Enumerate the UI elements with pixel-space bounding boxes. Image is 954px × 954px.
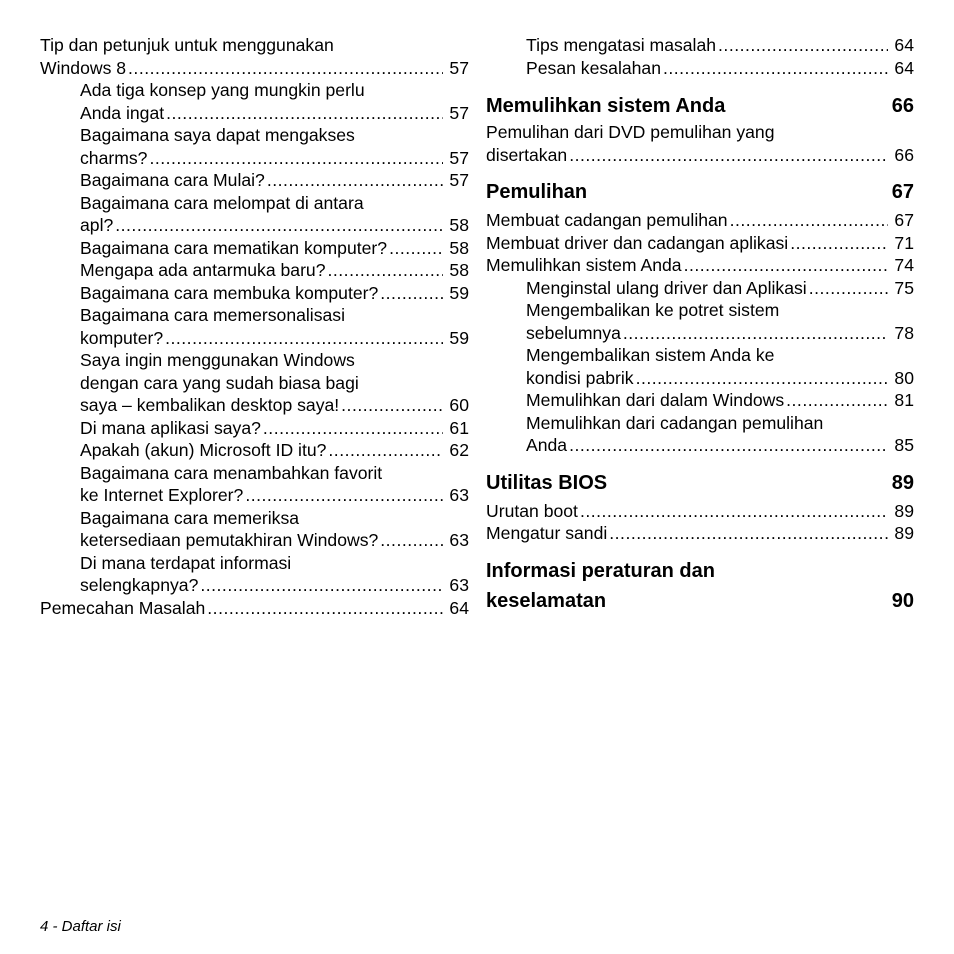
toc-entry-text: Menginstal ulang driver dan Aplikasi: [526, 277, 807, 298]
dot-leader: [389, 237, 443, 260]
toc-entry-recovery-dvd[interactable]: [486, 121, 914, 166]
toc-entry-new-interface[interactable]: [40, 259, 469, 282]
toc-entry-text: saya – kembalikan desktop saya!: [80, 395, 340, 415]
dot-leader: [245, 484, 443, 507]
toc-entry-text: Bagaimana cara memersonalisasi: [80, 305, 346, 325]
dot-leader: [149, 147, 443, 170]
page-footer: 4 - Daftar isi: [40, 918, 121, 935]
toc-entry-boot-order[interactable]: [486, 500, 914, 523]
dot-leader: [786, 389, 888, 412]
toc-entry-text: Di mana aplikasi saya?: [80, 417, 261, 438]
toc-entry-three-concepts[interactable]: [40, 79, 469, 124]
dot-leader: [718, 34, 888, 57]
toc-page-number: 61: [449, 417, 469, 438]
toc-right-column: [486, 34, 914, 616]
chapter-title: Informasi peraturan dan: [486, 559, 715, 582]
dot-leader: [730, 209, 888, 232]
dot-leader: [790, 232, 888, 255]
toc-entry-factory-condition[interactable]: [486, 344, 914, 389]
toc-entry-text: Mengembalikan sistem Anda ke: [526, 345, 775, 365]
chapter-page-number: 67: [891, 181, 914, 203]
toc-page-number: 57: [449, 102, 469, 123]
toc-left-column: [40, 34, 469, 619]
toc-entry-text: sebelumnya: [526, 322, 621, 343]
toc-entry-tips-windows8[interactable]: [40, 34, 469, 79]
toc-entry-personalize[interactable]: [40, 304, 469, 349]
dot-leader: [684, 254, 888, 277]
dot-leader: [609, 522, 888, 545]
toc-entry-text: Bagaimana cara menambahkan favorit: [80, 462, 383, 483]
toc-entry-text: ketersediaan pemutakhiran Windows?: [80, 530, 379, 550]
toc-entry-text: Bagaimana cara mematikan komputer?: [80, 237, 388, 258]
dot-leader: [115, 214, 443, 237]
toc-page-number: 63: [449, 575, 469, 595]
toc-entry-troubleshooting[interactable]: [40, 597, 469, 620]
toc-entry-text: Urutan boot: [486, 500, 578, 521]
toc-page-number: 89: [894, 500, 914, 521]
toc-entry-previous-snapshot[interactable]: [486, 299, 914, 344]
toc-entry-set-password[interactable]: [486, 522, 914, 545]
toc-chapter-recover-system[interactable]: [486, 91, 914, 121]
toc-entry-text: Tips mengatasi masalah: [526, 35, 717, 55]
toc-page-number: 57: [449, 170, 469, 190]
toc-entry-text: Anda: [526, 435, 568, 455]
toc-entry-text: Mengembalikan ke potret sistem: [526, 300, 780, 320]
toc-page-number: 66: [894, 144, 914, 165]
toc-page-number: 58: [449, 260, 469, 280]
toc-page-number: 67: [894, 210, 914, 230]
chapter-page-number: 66: [891, 95, 914, 117]
toc-entry-recover-system[interactable]: [486, 254, 914, 277]
chapter-title: Pemulihan: [486, 181, 588, 203]
toc-page-number: 64: [449, 597, 469, 618]
toc-entry-text: Bagaimana cara memeriksa: [80, 507, 300, 528]
toc-entry-text: Pemecahan Masalah: [40, 597, 206, 618]
dot-leader: [328, 439, 443, 462]
toc-entry-error-messages[interactable]: [486, 57, 914, 80]
toc-entry-text: Memulihkan sistem Anda: [486, 255, 682, 275]
dot-leader: [263, 417, 443, 440]
toc-entry-text: Apakah (akun) Microsoft ID itu?: [80, 440, 327, 460]
toc-entry-recover-windows[interactable]: [486, 389, 914, 412]
toc-entry-text: Membuat driver dan cadangan aplikasi: [486, 232, 789, 253]
chapter-page-number: 89: [891, 471, 914, 494]
dot-leader: [207, 597, 443, 620]
toc-chapter-recovery[interactable]: [486, 177, 914, 207]
chapter-title: keselamatan: [486, 589, 607, 612]
dot-leader: [328, 259, 443, 282]
toc-entry-text: Memulihkan dari dalam Windows: [526, 390, 785, 410]
toc-entry-jump-apps[interactable]: [40, 192, 469, 237]
toc-page-number: 59: [449, 327, 469, 348]
toc-chapter-regulatory[interactable]: [486, 556, 914, 616]
dot-leader: [623, 322, 888, 345]
toc-entry-text: Bagaimana cara Mulai?: [80, 170, 265, 190]
toc-entry-text: Di mana terdapat informasi: [80, 552, 292, 573]
toc-entry-recover-backup[interactable]: [486, 412, 914, 457]
toc-entry-text: selengkapnya?: [80, 575, 199, 595]
dot-leader: [809, 277, 888, 300]
toc-entry-text: Windows 8: [40, 57, 127, 78]
chapter-title: Memulihkan sistem Anda: [486, 95, 726, 117]
toc-page-number: 57: [449, 57, 469, 78]
toc-entry-start[interactable]: [40, 169, 469, 192]
dot-leader: [165, 327, 443, 350]
toc-entry-updates[interactable]: [40, 507, 469, 552]
toc-entry-text: Pemulihan dari DVD pemulihan yang: [486, 122, 775, 142]
toc-chapter-bios[interactable]: [486, 468, 914, 498]
toc-entry-text: Tip dan petunjuk untuk menggunakan: [40, 35, 334, 55]
toc-page-number: 85: [894, 435, 914, 455]
toc-entry-text: Bagaimana saya dapat mengakses: [80, 125, 355, 145]
toc-page-number: 80: [894, 367, 914, 388]
toc-entry-reinstall-drivers[interactable]: [486, 277, 914, 300]
dot-leader: [380, 282, 443, 305]
toc-entry-text: Bagaimana cara melompat di antara: [80, 192, 364, 213]
toc-entry-text: Mengapa ada antarmuka baru?: [80, 260, 326, 280]
toc-page-number: 63: [449, 530, 469, 550]
toc-entry-text: Bagaimana cara membuka komputer?: [80, 282, 379, 303]
toc-page-number: 59: [449, 282, 469, 303]
toc-entry-text: Saya ingin menggunakan Windows: [80, 350, 355, 370]
toc-entry-text: ke Internet Explorer?: [80, 485, 244, 505]
toc-page-number: 75: [894, 277, 914, 298]
toc-entry-shutdown[interactable]: [40, 237, 469, 260]
toc-page-number: 58: [449, 237, 469, 258]
toc-entry-unlock[interactable]: [40, 282, 469, 305]
toc-page-number: 89: [894, 523, 914, 543]
toc-entry-text: disertakan: [486, 144, 568, 165]
toc-page-number: 64: [894, 57, 914, 78]
toc-entry-charms[interactable]: [40, 124, 469, 169]
dot-leader: [128, 57, 443, 80]
toc-entry-driver-backup[interactable]: [486, 232, 914, 255]
toc-page-number: 78: [894, 322, 914, 343]
toc-page-number: 81: [894, 390, 914, 410]
toc-entry-text: Pesan kesalahan: [526, 57, 661, 78]
toc-page-number: 58: [449, 215, 469, 235]
toc-entry-troubleshoot-tips[interactable]: [486, 34, 914, 57]
toc-entry-text: Membuat cadangan pemulihan: [486, 210, 728, 230]
dot-leader: [200, 574, 443, 597]
toc-entry-microsoft-id[interactable]: [40, 439, 469, 462]
chapter-title: Utilitas BIOS: [486, 471, 608, 494]
toc-entry-create-backup[interactable]: [486, 209, 914, 232]
dot-leader: [569, 144, 888, 167]
toc-entry-desktop-back[interactable]: [40, 349, 469, 417]
dot-leader: [341, 394, 443, 417]
dot-leader: [267, 169, 443, 192]
toc-page-number: 64: [894, 35, 914, 55]
toc-entry-text: kondisi pabrik: [526, 367, 634, 388]
toc-page-number: 57: [449, 147, 469, 168]
toc-page-number: 71: [894, 232, 914, 253]
dot-leader: [636, 367, 888, 390]
toc-entry-text: dengan cara yang sudah biasa bagi: [80, 372, 359, 393]
toc-page-number: 60: [449, 395, 469, 415]
chapter-page-number: 90: [891, 589, 914, 612]
toc-entry-favorites[interactable]: [40, 462, 469, 507]
dot-leader: [166, 102, 443, 125]
dot-leader: [569, 434, 888, 457]
toc-page-number: 62: [449, 440, 469, 460]
toc-entry-text: komputer?: [80, 327, 164, 348]
toc-entry-text: apl?: [80, 215, 114, 235]
toc-entry-text: Ada tiga konsep yang mungkin perlu: [80, 80, 365, 100]
toc-entry-more-info[interactable]: [40, 552, 469, 597]
toc-page-number: 74: [894, 255, 914, 275]
dot-leader: [663, 57, 888, 80]
toc-page-number: 63: [449, 485, 469, 505]
dot-leader: [580, 500, 888, 523]
dot-leader: [380, 529, 443, 552]
toc-entry-my-apps[interactable]: [40, 417, 469, 440]
toc-entry-text: Anda ingat: [80, 102, 165, 123]
toc-entry-text: charms?: [80, 147, 148, 168]
toc-entry-text: Memulihkan dari cadangan pemulihan: [526, 412, 824, 433]
toc-entry-text: Mengatur sandi: [486, 523, 608, 543]
